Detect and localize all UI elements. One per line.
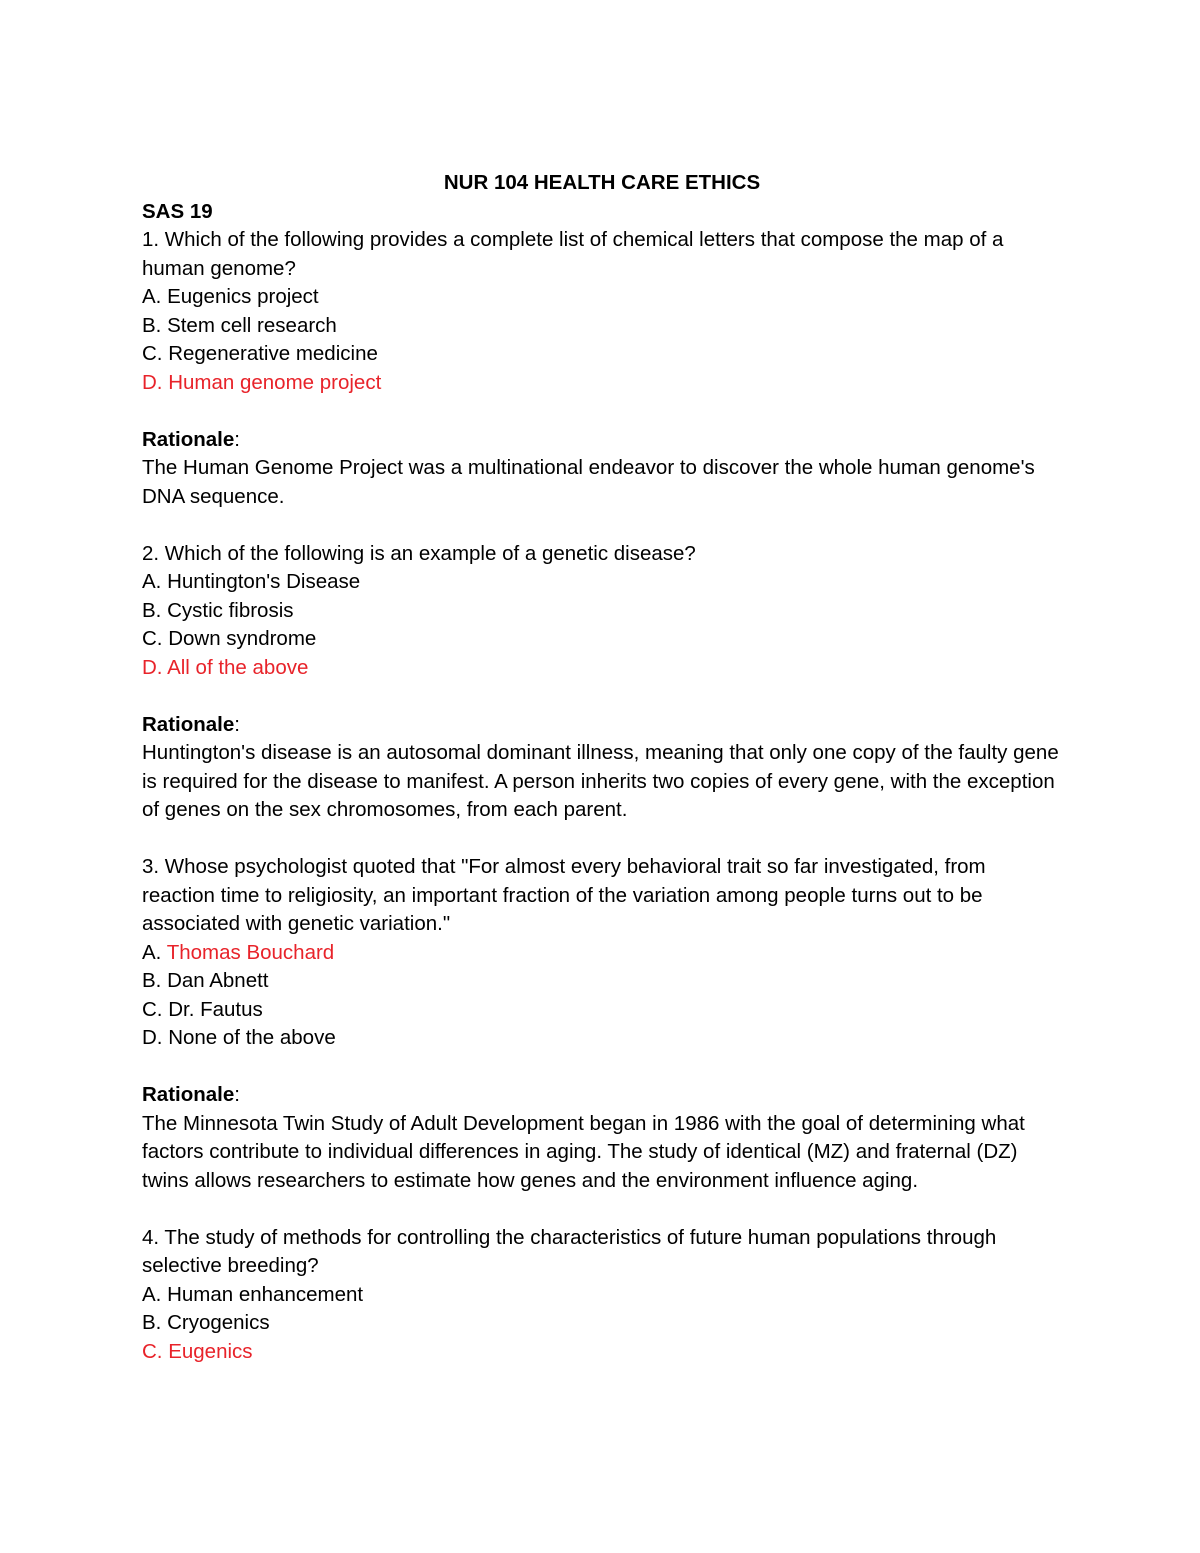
question-4 [142,1224,1062,1367]
option-d: D. None of the above [142,1026,336,1049]
option-a: A. Eugenics project [142,285,319,308]
document-page [142,169,1062,1366]
option-c-correct: C. Eugenics [142,1339,253,1363]
document-title: NUR 104 HEALTH CARE ETHICS [443,171,761,194]
option-b: B. Dan Abnett [142,969,269,992]
question-text: 4. The study of methods for controlling the characteristics of future human populations through selective breeding? [142,1225,997,1277]
option-a: A. Human enhancement [142,1282,364,1306]
question-3 [142,853,1062,1224]
option-c: C. Regenerative medicine [142,342,378,365]
rationale-text: The Minnesota Twin Study of Adult Development began in 1986 with the goal of determining what factors contribute to individual differences in aging. The study of identical (MZ) and fraternal (DZ) twins allows researchers to estimate how genes and the environment influence aging. [142,1111,1025,1192]
option-b: B. Cystic fibrosis [142,598,294,622]
option-c: C. Down syndrome [142,627,317,650]
question-text: 3. Whose psychologist quoted that "For almost every behavioral trait so far investigated, from reaction time to religiosity, an important fraction of the variation among people turns out to be associated with genetic variation." [142,855,986,935]
section-heading: SAS 19 [142,199,213,223]
option-a: A. Huntington's Disease [142,570,361,593]
rationale-heading: Rationale: [142,712,240,736]
question-text: 1. Which of the following provides a complete list of chemical letters that compose the map of a human genome? [142,228,1004,280]
option-a-correct: A. Thomas Bouchard [142,940,335,964]
rationale-text: Huntington's disease is an autosomal dominant illness, meaning that only one copy of the faulty gene is required for the disease to manifest. A person inherits two copies of every gene, with the exception of genes on the sex chromosomes, from each parent. [142,741,1059,821]
question-2 [142,540,1062,854]
question-1 [142,226,1062,540]
option-d-correct: D. Human genome project [142,370,382,394]
option-d-correct: D. All of the above [142,655,309,679]
option-c: C. Dr. Fautus [142,997,263,1021]
option-b: B. Stem cell research [142,313,337,337]
question-text: 2. Which of the following is an example of a genetic disease? [142,541,696,565]
option-b: B. Cryogenics [142,1311,270,1334]
rationale-heading: Rationale: [142,427,240,451]
rationale-text: The Human Genome Project was a multinational endeavor to discover the whole human genome's DNA sequence. [142,456,1035,508]
rationale-heading: Rationale: [142,1083,240,1106]
